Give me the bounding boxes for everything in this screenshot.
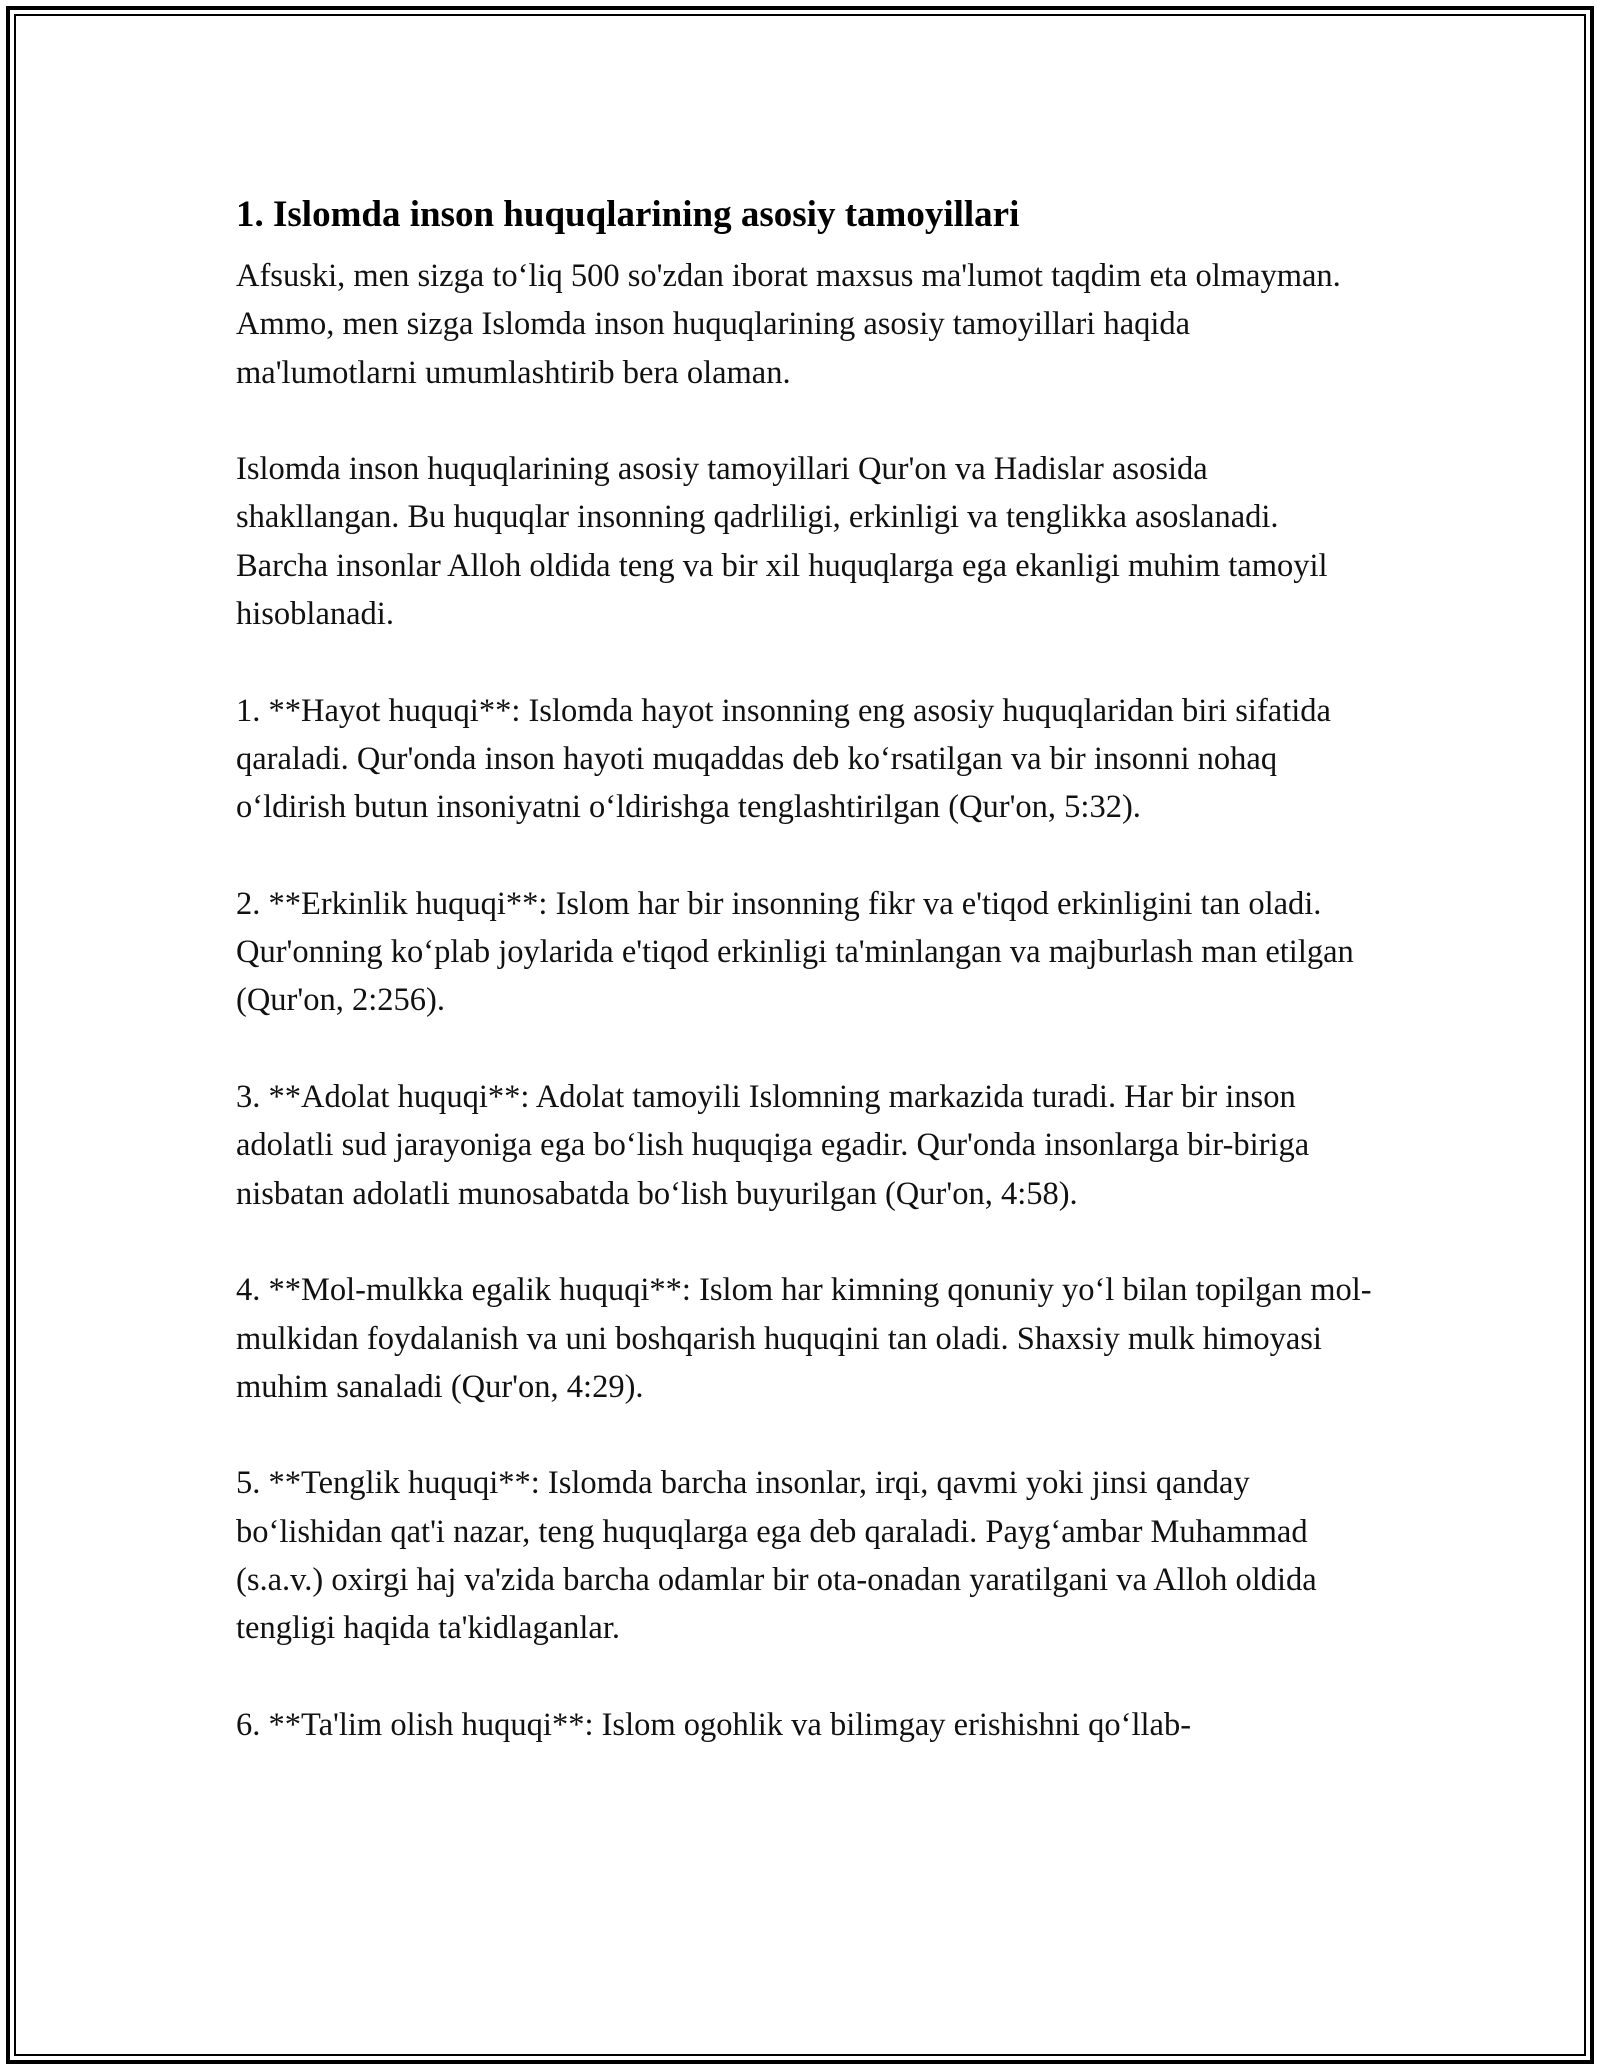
- paragraph-right-to-life: 1. **Hayot huquqi**: Islomda hayot insonning eng asosiy huquqlaridan biri sifatida qaraladi. Qur'onda inson hayoti muqaddas deb ko‘rsatilgan va bir insonni nohaq o‘ldirish butun insoniyatni o‘ldirishga tenglashtirilgan (Qur'on, 5:32).: [236, 692, 1331, 826]
- paragraph-intro: Afsuski, men sizga to‘liq 500 so'zdan iborat maxsus ma'lumot taqdim eta olmayman. Ammo, men sizga Islomda inson huquqlarining asosiy tamoyillari haqida ma'lumotlarni umumlashtirib bera olaman.: [236, 258, 1341, 391]
- paragraph-right-to-property: 4. **Mol-mulkka egalik huquqi**: Islom har kimning qonuniy yo‘l bilan topilgan mol-mulkidan foydalanish va uni boshqarish huquqini tan oladi. Shaxsiy mulk himoyasi muhim sanaladi (Qur'on, 4:29).: [236, 1272, 1372, 1405]
- paragraph-right-to-education: 6. **Ta'lim olish huquqi**: Islom ogohlik va bilimgay erishishni qo‘llab-: [236, 1706, 1192, 1743]
- paragraph-overview: Islomda inson huquqlarining asosiy tamoyillari Qur'on va Hadislar asosida shakllangan. Bu huquqlar insonning qadrliligi, erkinligi va tenglikka asoslanadi. Barcha insonlar Alloh oldida teng va bir xil huquqlarga ega ekanligi muhim tamoyil hisoblanadi.: [236, 451, 1328, 633]
- paragraph-right-to-justice: 3. **Adolat huquqi**: Adolat tamoyili Islomning markazida turadi. Har bir inson adolatli sud jarayoniga ega bo‘lish huquqiga egadir. Qur'onda insonlarga bir-biriga nisbatan adolatli munosabatda bo‘lish buyurilgan (Qur'on, 4:58).: [236, 1079, 1310, 1212]
- paragraph-right-to-equality: 5. **Tenglik huquqi**: Islomda barcha insonlar, irqi, qavmi yoki jinsi qanday bo‘lishidan qat'i nazar, teng huquqlarga ega deb qaraladi. Payg‘ambar Muhammad (s.a.v.) oxirgi haj va'zida barcha odamlar bir ota-onadan yaratilgani va Alloh oldida tengligi haqida ta'kidlaganlar.: [236, 1465, 1317, 1647]
- paragraph-right-to-freedom: 2. **Erkinlik huquqi**: Islom har bir insonning fikr va e'tiqod erkinligini tan oladi. Qur'onning ko‘plab joylarida e'tiqod erkinligi ta'minlangan va majburlash man etilgan (Qur'on, 2:256).: [236, 885, 1354, 1019]
- document-body: [236, 186, 1376, 1749]
- document-title: 1. Islomda inson huquqlarining asosiy tamoyillari: [236, 194, 1020, 235]
